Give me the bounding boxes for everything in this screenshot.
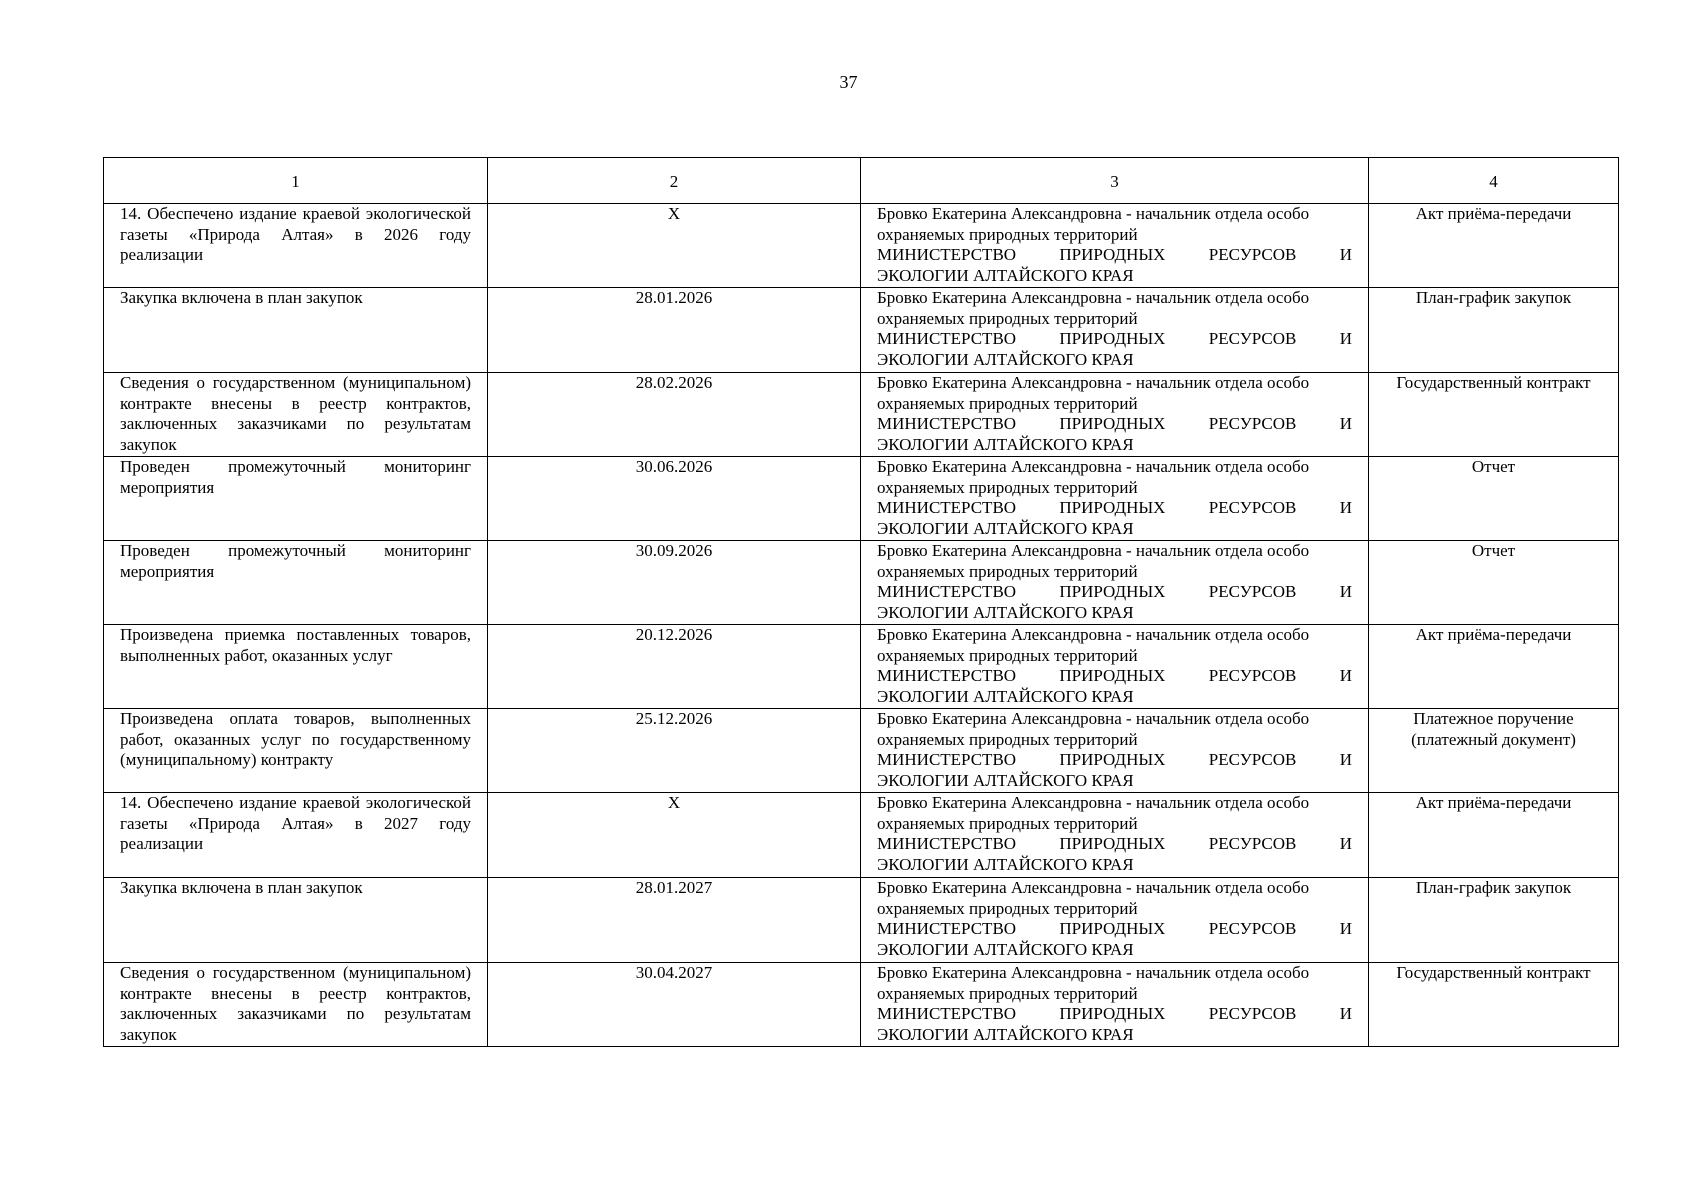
table-row [104,541,1619,625]
ministry-word: ПРИРОДНЫХ [1059,919,1166,939]
responsible-department: охраняемых природных территорий [877,308,1138,328]
responsible-ministry-line1 [877,498,1352,519]
ministry-word: РЕСУРСОВ [1208,498,1297,518]
page-number: 37 [839,72,858,92]
date-cell: 30.04.2027 [488,963,861,1047]
ministry-word: ПРИРОДНЫХ [1059,666,1166,686]
document-cell: Отчет [1369,457,1619,541]
date-cell: 25.12.2026 [488,709,861,793]
event-cell: Сведения о государственном (муниципальном) контракте внесены в реестр контрактов, заключенных заказчиками по результатам закупок [104,373,488,457]
responsible-department: охраняемых природных территорий [877,645,1138,665]
responsible-cell [861,288,1369,373]
responsible-person: Бровко Екатерина Александровна - начальник отдела особо [877,878,1310,897]
ministry-word: И [1339,750,1352,770]
responsible-department: охраняемых природных территорий [877,393,1138,413]
responsible-ministry-line1 [877,1004,1352,1025]
ministry-word: И [1339,498,1352,518]
responsible-person: Бровко Екатерина Александровна - начальник отдела особо [877,625,1310,644]
ministry-word: ПРИРОДНЫХ [1059,498,1166,518]
responsible-cell [861,625,1369,709]
column-header-2: 2 [488,158,861,204]
document-cell: План-график закупок [1369,878,1619,963]
date-cell: 28.01.2026 [488,288,861,373]
ministry-word: МИНИСТЕРСТВО [877,329,1017,349]
responsible-person: Бровко Екатерина Александровна - начальник отдела особо [877,709,1310,728]
responsible-department: охраняемых природных территорий [877,477,1138,497]
responsible-ministry-line1 [877,834,1352,855]
ministry-word: И [1339,919,1352,939]
event-cell: Закупка включена в план закупок [104,288,488,373]
responsible-cell [861,204,1369,288]
event-cell: Сведения о государственном (муниципальном) контракте внесены в реестр контрактов, заключенных заказчиками по результатам закупок [104,963,488,1047]
ministry-word: РЕСУРСОВ [1208,245,1297,265]
ministry-word: МИНИСТЕРСТВО [877,582,1017,602]
table-row [104,878,1619,963]
ministry-word: МИНИСТЕРСТВО [877,1004,1017,1024]
event-cell: Произведена приемка поставленных товаров, выполненных работ, оказанных услуг [104,625,488,709]
ministry-word: РЕСУРСОВ [1208,582,1297,602]
date-cell: 30.09.2026 [488,541,861,625]
event-cell: 14. Обеспечено издание краевой экологической газеты «Природа Алтая» в 2027 году реализации [104,793,488,878]
ministry-word: И [1339,414,1352,434]
responsible-department: охраняемых природных территорий [877,983,1138,1003]
ministry-word: И [1339,1004,1352,1024]
responsible-cell [861,541,1369,625]
ministry-word: ПРИРОДНЫХ [1059,750,1166,770]
responsible-department: охраняемых природных территорий [877,561,1138,581]
ministry-word: И [1339,666,1352,686]
responsible-cell [861,878,1369,963]
responsible-person: Бровко Екатерина Александровна - начальник отдела особо [877,204,1310,223]
ministry-word: МИНИСТЕРСТВО [877,750,1017,770]
responsible-ministry-line1 [877,245,1352,266]
responsible-cell [861,457,1369,541]
ministry-word: ПРИРОДНЫХ [1059,245,1166,265]
ministry-word: РЕСУРСОВ [1208,1004,1297,1024]
responsible-person: Бровко Екатерина Александровна - начальник отдела особо [877,793,1310,812]
responsible-ministry-line2: ЭКОЛОГИИ АЛТАЙСКОГО КРАЯ [877,435,1134,455]
table-row [104,457,1619,541]
responsible-department: охраняемых природных территорий [877,224,1138,244]
ministry-word: ПРИРОДНЫХ [1059,414,1166,434]
responsible-department: охраняемых природных территорий [877,898,1138,918]
responsible-cell [861,709,1369,793]
header-row [104,158,1619,204]
responsible-person: Бровко Екатерина Александровна - начальник отдела особо [877,457,1310,476]
ministry-word: МИНИСТЕРСТВО [877,498,1017,518]
ministry-word: МИНИСТЕРСТВО [877,414,1017,434]
responsible-ministry-line2: ЭКОЛОГИИ АЛТАЙСКОГО КРАЯ [877,266,1134,286]
ministry-word: МИНИСТЕРСТВО [877,666,1017,686]
ministry-word: И [1339,245,1352,265]
responsible-ministry-line2: ЭКОЛОГИИ АЛТАЙСКОГО КРАЯ [877,855,1134,875]
table-row [104,625,1619,709]
responsible-department: охраняемых природных территорий [877,813,1138,833]
document-cell: Государственный контракт [1369,373,1619,457]
table-row [104,288,1619,373]
document-cell: Платежное поручение (платежный документ) [1369,709,1619,793]
measures-table [103,157,1619,1047]
document-cell: Государственный контракт [1369,963,1619,1047]
date-cell: 28.01.2027 [488,878,861,963]
responsible-ministry-line2: ЭКОЛОГИИ АЛТАЙСКОГО КРАЯ [877,350,1134,370]
responsible-cell [861,373,1369,457]
ministry-word: ПРИРОДНЫХ [1059,834,1166,854]
responsible-ministry-line1 [877,750,1352,771]
responsible-person: Бровко Екатерина Александровна - начальник отдела особо [877,541,1310,560]
table-row [104,373,1619,457]
ministry-word: РЕСУРСОВ [1208,834,1297,854]
responsible-ministry-line1 [877,329,1352,350]
column-header-3: 3 [861,158,1369,204]
column-header-1: 1 [104,158,488,204]
responsible-ministry-line1 [877,414,1352,435]
ministry-word: МИНИСТЕРСТВО [877,919,1017,939]
table-row [104,709,1619,793]
date-cell: 20.12.2026 [488,625,861,709]
responsible-cell [861,963,1369,1047]
event-cell: Произведена оплата товаров, выполненных работ, оказанных услуг по государственному (муниципальному) контракту [104,709,488,793]
responsible-person: Бровко Екатерина Александровна - начальник отдела особо [877,288,1310,307]
responsible-ministry-line2: ЭКОЛОГИИ АЛТАЙСКОГО КРАЯ [877,603,1134,623]
event-cell: 14. Обеспечено издание краевой экологической газеты «Природа Алтая» в 2026 году реализации [104,204,488,288]
ministry-word: ПРИРОДНЫХ [1059,1004,1166,1024]
ministry-word: МИНИСТЕРСТВО [877,834,1017,854]
document-cell: Акт приёма-передачи [1369,793,1619,878]
responsible-ministry-line2: ЭКОЛОГИИ АЛТАЙСКОГО КРАЯ [877,687,1134,707]
document-cell: План-график закупок [1369,288,1619,373]
responsible-ministry-line1 [877,666,1352,687]
ministry-word: РЕСУРСОВ [1208,666,1297,686]
document-cell: Акт приёма-передачи [1369,625,1619,709]
table-row [104,963,1619,1047]
responsible-cell [861,793,1369,878]
responsible-ministry-line2: ЭКОЛОГИИ АЛТАЙСКОГО КРАЯ [877,940,1134,960]
table-row [104,793,1619,878]
ministry-word: ПРИРОДНЫХ [1059,329,1166,349]
document-cell: Акт приёма-передачи [1369,204,1619,288]
ministry-word: И [1339,582,1352,602]
ministry-word: РЕСУРСОВ [1208,919,1297,939]
ministry-word: ПРИРОДНЫХ [1059,582,1166,602]
event-cell: Проведен промежуточный мониторинг мероприятия [104,541,488,625]
event-cell: Закупка включена в план закупок [104,878,488,963]
ministry-word: РЕСУРСОВ [1208,750,1297,770]
ministry-word: РЕСУРСОВ [1208,329,1297,349]
ministry-word: И [1339,834,1352,854]
table-row [104,204,1619,288]
responsible-person: Бровко Екатерина Александровна - начальник отдела особо [877,963,1310,982]
responsible-ministry-line2: ЭКОЛОГИИ АЛТАЙСКОГО КРАЯ [877,519,1134,539]
responsible-ministry-line1 [877,582,1352,603]
date-cell: X [488,204,861,288]
ministry-word: И [1339,329,1352,349]
responsible-person: Бровко Екатерина Александровна - начальник отдела особо [877,373,1310,392]
ministry-word: РЕСУРСОВ [1208,414,1297,434]
responsible-ministry-line2: ЭКОЛОГИИ АЛТАЙСКОГО КРАЯ [877,1025,1134,1045]
table-body [104,204,1619,1047]
date-cell: 30.06.2026 [488,457,861,541]
column-header-4: 4 [1369,158,1619,204]
responsible-ministry-line1 [877,919,1352,940]
event-cell: Проведен промежуточный мониторинг мероприятия [104,457,488,541]
responsible-department: охраняемых природных территорий [877,729,1138,749]
date-cell: X [488,793,861,878]
document-cell: Отчет [1369,541,1619,625]
responsible-ministry-line2: ЭКОЛОГИИ АЛТАЙСКОГО КРАЯ [877,771,1134,791]
date-cell: 28.02.2026 [488,373,861,457]
ministry-word: МИНИСТЕРСТВО [877,245,1017,265]
